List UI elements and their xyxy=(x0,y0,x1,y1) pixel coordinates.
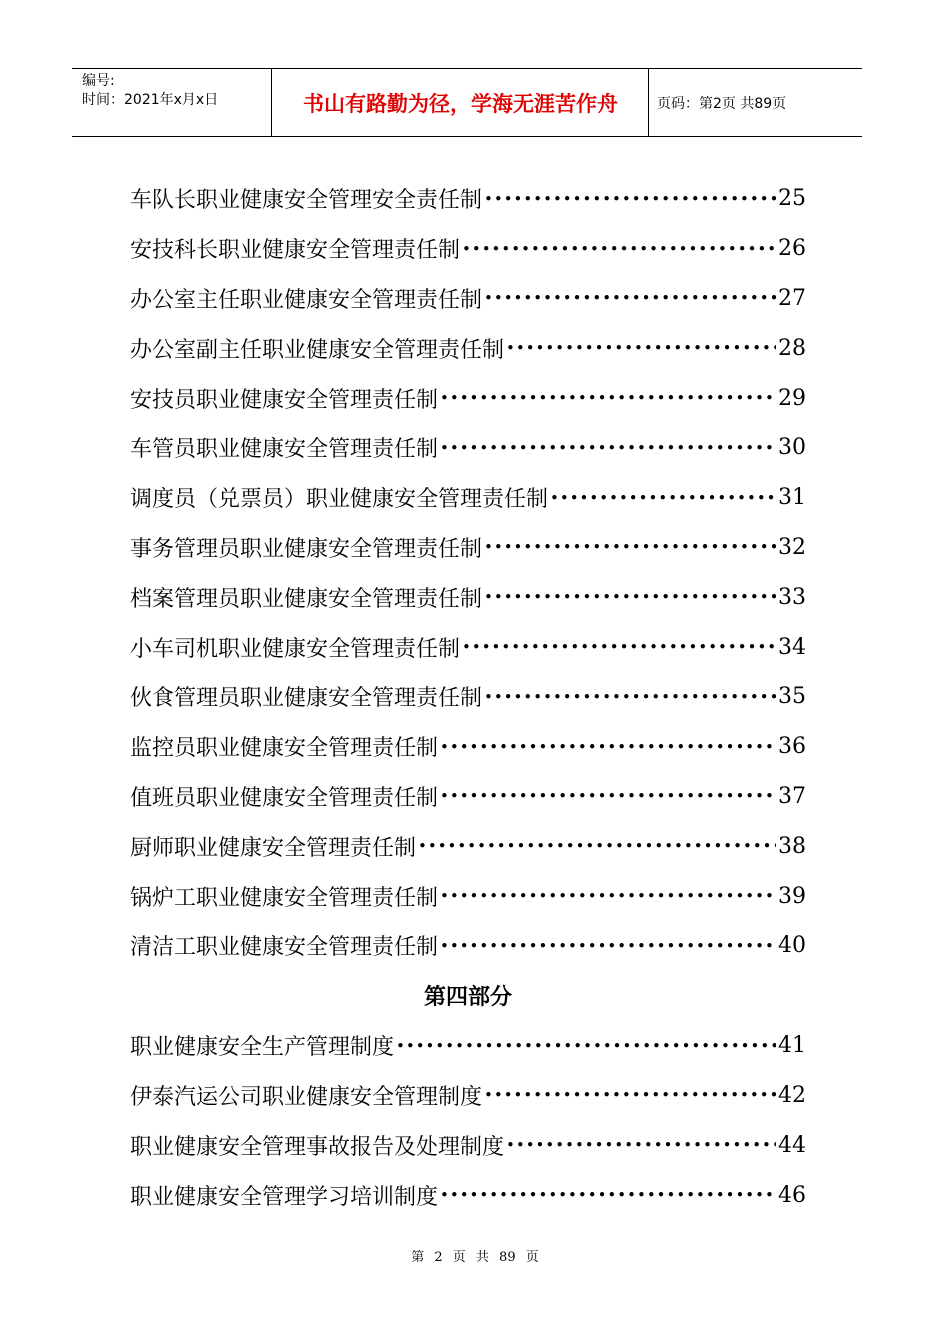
toc-entry-page: 46 xyxy=(778,1182,806,1208)
toc-entry-page: 39 xyxy=(778,883,806,909)
toc-dot-leader xyxy=(484,688,776,706)
toc-entry-page: 41 xyxy=(778,1033,806,1059)
toc-entry-page: 25 xyxy=(778,186,806,212)
toc-entry-page: 36 xyxy=(778,734,806,760)
toc-dot-leader xyxy=(550,489,776,507)
toc-dot-leader xyxy=(440,937,776,955)
toc-entry-title: 职业健康安全管理事故报告及处理制度 xyxy=(130,1134,505,1160)
toc-entry-title: 监控员职业健康安全管理责任制 xyxy=(130,736,439,762)
toc-entry-title: 锅炉工职业健康安全管理责任制 xyxy=(130,885,439,911)
toc-entry-title: 办公室主任职业健康安全管理责任制 xyxy=(130,287,483,313)
header-page-info: 页码：第2页 共89页 xyxy=(657,95,787,112)
toc-dot-leader xyxy=(418,837,776,855)
toc-entry-page: 34 xyxy=(778,634,806,660)
toc-part-b xyxy=(130,1021,806,1220)
toc-dot-leader xyxy=(484,588,776,606)
toc-dot-leader xyxy=(440,787,776,805)
toc-dot-leader xyxy=(440,887,776,905)
toc-dot-leader xyxy=(440,439,776,457)
toc-entry[interactable] xyxy=(130,1170,806,1220)
toc-dot-leader xyxy=(440,389,776,407)
toc-entry-page: 40 xyxy=(778,933,806,959)
toc-entry-page: 27 xyxy=(778,285,806,311)
toc-entry-title: 车管员职业健康安全管理责任制 xyxy=(130,437,439,463)
number-label: 编号: xyxy=(82,73,115,89)
toc-entry[interactable] xyxy=(130,174,806,224)
toc-entry[interactable] xyxy=(130,871,806,921)
toc-dot-leader xyxy=(462,638,776,656)
toc-dot-leader xyxy=(440,1186,776,1204)
toc-entry[interactable] xyxy=(130,373,806,423)
toc-entry-title: 值班员职业健康安全管理责任制 xyxy=(130,785,439,811)
toc-entry-title: 小车司机职业健康安全管理责任制 xyxy=(130,636,461,662)
toc-entry-page: 38 xyxy=(778,833,806,859)
toc-entry-title: 车队长职业健康安全管理安全责任制 xyxy=(130,188,483,214)
toc-entry-page: 32 xyxy=(778,534,806,560)
toc-entry[interactable] xyxy=(130,1120,806,1170)
toc-entry[interactable] xyxy=(130,1021,806,1071)
toc-entry-title: 调度员（兑票员）职业健康安全管理责任制 xyxy=(130,487,549,513)
toc-entry-title: 伙食管理员职业健康安全管理责任制 xyxy=(130,686,483,712)
toc-dot-leader xyxy=(462,240,776,258)
toc-entry-title: 伊泰汽运公司职业健康安全管理制度 xyxy=(130,1084,483,1110)
toc-entry-page: 44 xyxy=(778,1132,806,1158)
toc-dot-leader xyxy=(396,1037,776,1055)
toc-entry-page: 37 xyxy=(778,783,806,809)
toc-entry-title: 职业健康安全生产管理制度 xyxy=(130,1035,395,1061)
toc-entry-title: 办公室副主任职业健康安全管理责任制 xyxy=(130,337,505,363)
toc-entry[interactable] xyxy=(130,722,806,772)
toc-entry-title: 清洁工职业健康安全管理责任制 xyxy=(130,935,439,961)
toc-entry-title: 厨师职业健康安全管理责任制 xyxy=(130,835,417,861)
toc-entry[interactable] xyxy=(130,224,806,274)
toc-entry-page: 28 xyxy=(778,335,806,361)
toc-dot-leader xyxy=(484,190,776,208)
header-meta xyxy=(72,69,272,136)
toc-entry[interactable] xyxy=(130,672,806,722)
toc-entry[interactable] xyxy=(130,274,806,324)
page-header xyxy=(72,68,862,137)
toc-part-a xyxy=(130,174,806,971)
toc-entry[interactable] xyxy=(130,323,806,373)
toc-entry[interactable] xyxy=(130,423,806,473)
toc-entry[interactable] xyxy=(130,821,806,871)
toc-dot-leader xyxy=(484,289,776,307)
toc-dot-leader xyxy=(506,1136,776,1154)
toc-entry[interactable] xyxy=(130,921,806,971)
time-label: 时间：2021年x月x日 xyxy=(82,92,219,108)
toc-entry-page: 26 xyxy=(778,236,806,262)
toc-entry[interactable] xyxy=(130,622,806,672)
toc-entry-page: 30 xyxy=(778,435,806,461)
toc-entry-title: 安技科长职业健康安全管理责任制 xyxy=(130,238,461,264)
toc-entry-page: 33 xyxy=(778,584,806,610)
toc-dot-leader xyxy=(506,339,776,357)
toc-entry[interactable] xyxy=(130,473,806,523)
toc-entry[interactable] xyxy=(130,523,806,573)
toc-dot-leader xyxy=(440,738,776,756)
toc-entry[interactable] xyxy=(130,572,806,622)
toc-entry-page: 29 xyxy=(778,385,806,411)
toc-entry[interactable] xyxy=(130,1071,806,1121)
toc-entry-title: 档案管理员职业健康安全管理责任制 xyxy=(130,586,483,612)
table-of-contents xyxy=(130,174,806,1220)
toc-dot-leader xyxy=(484,1086,776,1104)
section-title: 第四部分 xyxy=(423,985,512,1011)
toc-entry-page: 31 xyxy=(778,485,806,511)
header-motto: 书山有路勤为径，学海无涯苦作舟 xyxy=(273,69,649,136)
page-footer: 第 2 页 共 89 页 xyxy=(411,1250,539,1265)
toc-entry[interactable] xyxy=(130,772,806,822)
toc-entry-page: 42 xyxy=(778,1082,806,1108)
toc-entry-title: 事务管理员职业健康安全管理责任制 xyxy=(130,536,483,562)
toc-dot-leader xyxy=(484,538,776,556)
toc-entry-page: 35 xyxy=(778,684,806,710)
toc-entry-title: 职业健康安全管理学习培训制度 xyxy=(130,1184,439,1210)
toc-entry-title: 安技员职业健康安全管理责任制 xyxy=(130,387,439,413)
